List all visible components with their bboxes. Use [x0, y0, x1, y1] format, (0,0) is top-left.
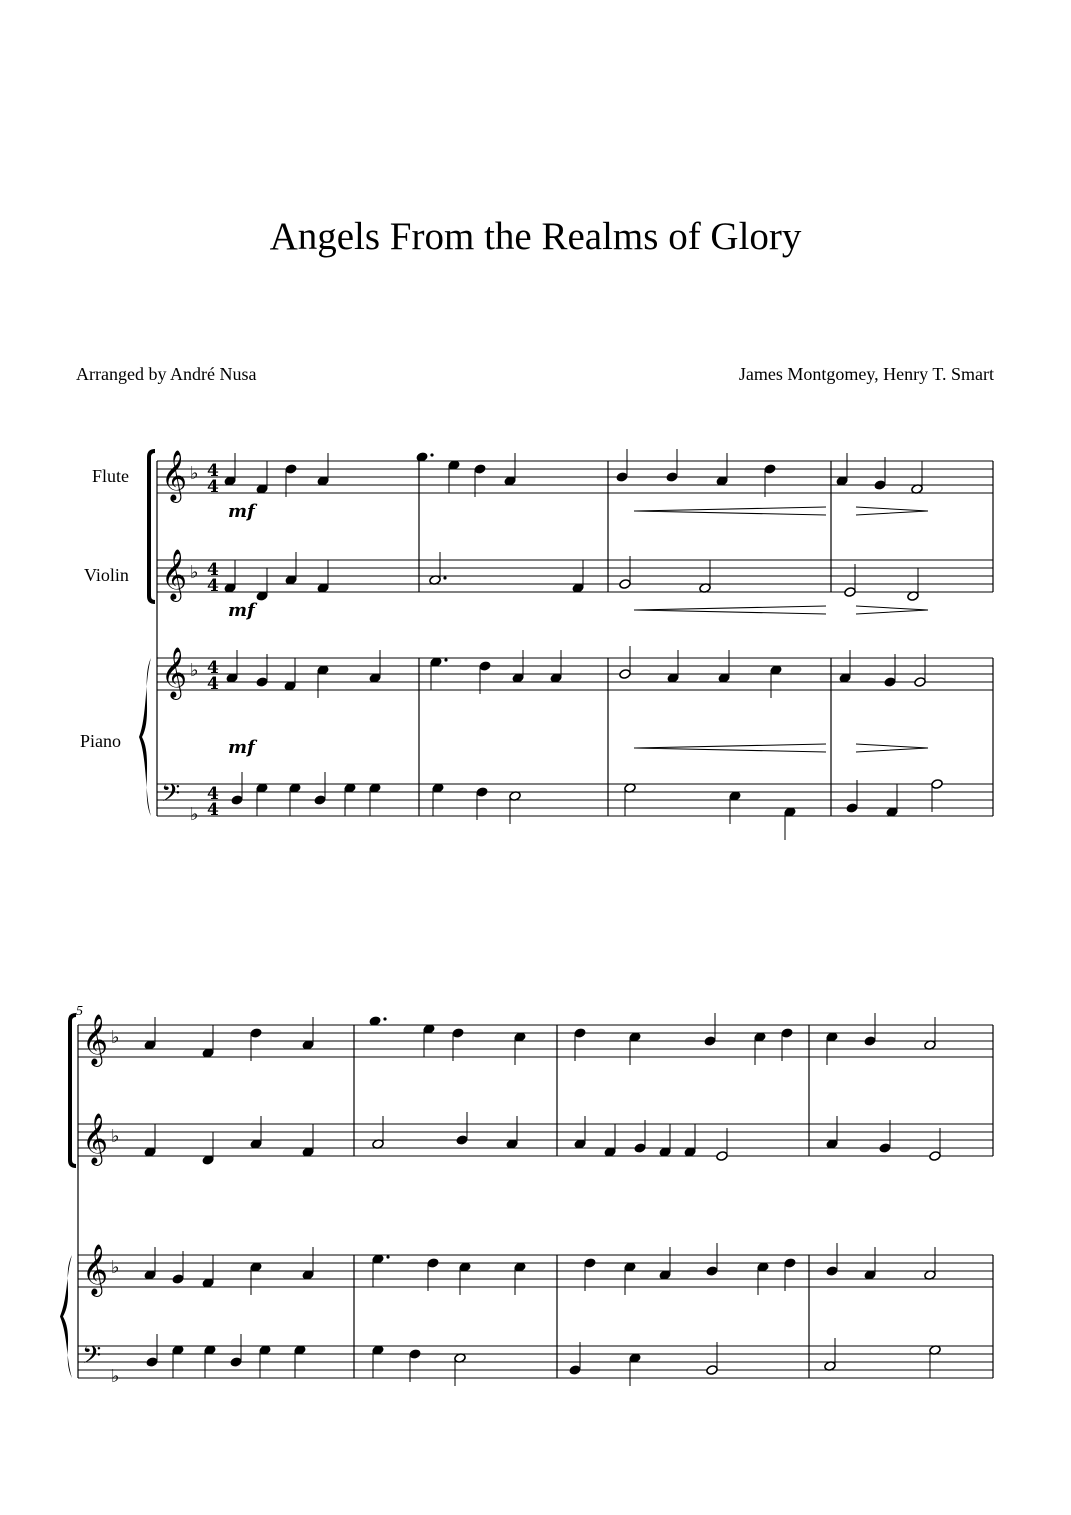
composer-credit: James Montgomey, Henry T. Smart	[738, 364, 994, 384]
treble-clef-icon: 𝄞	[161, 647, 188, 698]
dynamic-marking: mf	[228, 501, 255, 522]
crescendo-hairpin	[634, 606, 826, 614]
notehead	[826, 1266, 838, 1277]
notehead	[666, 472, 678, 483]
notehead	[474, 464, 486, 475]
decrescendo-hairpin	[856, 744, 928, 752]
notehead	[884, 677, 896, 688]
augmentation-dot	[444, 658, 447, 661]
notehead	[230, 1357, 242, 1368]
notehead	[250, 1028, 262, 1039]
dynamics	[228, 501, 258, 758]
notehead	[456, 1135, 468, 1146]
arranger-credit: Arranged by André Nusa	[76, 364, 257, 384]
notehead	[931, 779, 943, 790]
notehead	[844, 587, 856, 598]
flat-key-signature-icon: ♭	[111, 1257, 120, 1278]
flat-key-signature-icon: ♭	[111, 1126, 120, 1147]
notehead	[574, 1028, 586, 1039]
time-signature-numerator: 4	[207, 560, 219, 580]
treble-clef-icon: 𝄞	[82, 1113, 109, 1164]
ensemble-bracket	[70, 1015, 76, 1166]
notehead	[634, 1143, 646, 1154]
instrument-label-flute: Flute	[92, 466, 130, 486]
notehead	[452, 1028, 464, 1039]
notehead	[479, 661, 491, 672]
piano-brace	[60, 1255, 72, 1378]
notehead	[784, 1258, 796, 1269]
crescendo-hairpin	[634, 507, 826, 515]
dynamic-marking: mf	[228, 737, 255, 758]
flat-key-signature-icon: ♭	[111, 1366, 120, 1387]
notehead	[584, 1258, 596, 1269]
flat-key-signature-icon: ♭	[190, 463, 199, 484]
flat-key-signature-icon: ♭	[190, 660, 199, 681]
notehead	[716, 1151, 728, 1162]
notehead	[874, 480, 886, 491]
flat-key-signature-icon: ♭	[111, 1027, 120, 1048]
notehead	[427, 1258, 439, 1269]
notehead	[929, 1151, 941, 1162]
time-signatures	[207, 461, 219, 820]
ensemble-bracket	[149, 451, 155, 602]
notehead	[914, 677, 926, 688]
notehead	[706, 1365, 718, 1376]
staff-lines	[78, 461, 993, 1378]
instrument-label-violin: Violin	[84, 565, 129, 585]
flat-key-signature-icon: ♭	[190, 562, 199, 583]
bass-clef-icon: 𝄢	[161, 779, 181, 814]
notehead	[619, 579, 631, 590]
time-signature-denominator: 4	[207, 477, 219, 497]
notehead	[476, 787, 488, 798]
treble-clef-icon: 𝄞	[82, 1244, 109, 1295]
time-signature-denominator: 4	[207, 800, 219, 820]
decrescendo-hairpin	[856, 507, 928, 515]
barlines	[78, 461, 993, 1378]
time-signature-denominator: 4	[207, 674, 219, 694]
notehead	[879, 1143, 891, 1154]
notehead	[704, 1036, 716, 1047]
notehead	[285, 464, 297, 475]
notehead	[846, 803, 858, 814]
time-signature-numerator: 4	[207, 784, 219, 804]
treble-clef-icon: 𝄞	[161, 549, 188, 600]
notehead	[706, 1266, 718, 1277]
notehead	[146, 1357, 158, 1368]
augmentation-dot	[383, 1017, 386, 1020]
decrescendo-hairpin	[856, 606, 928, 614]
augmentation-dot	[443, 576, 446, 579]
augmentation-dot	[386, 1255, 389, 1258]
notehead	[256, 677, 268, 688]
notes	[144, 449, 943, 1386]
instrument-label-piano: Piano	[80, 731, 122, 751]
treble-clef-icon: 𝄞	[82, 1014, 109, 1065]
flat-key-signature-icon: ♭	[190, 804, 199, 825]
clefs	[82, 450, 187, 1376]
crescendo-hairpin	[634, 744, 826, 752]
system-brackets	[60, 451, 155, 1378]
notehead	[616, 472, 628, 483]
notehead	[619, 669, 631, 680]
measure-number: 5	[76, 1004, 83, 1019]
bass-clef-icon: 𝄢	[82, 1341, 102, 1376]
piano-brace	[139, 658, 151, 816]
notehead	[231, 795, 243, 806]
time-signature-numerator: 4	[207, 461, 219, 481]
notehead	[172, 1274, 184, 1285]
notehead	[409, 1349, 421, 1360]
notehead	[864, 1036, 876, 1047]
notehead	[314, 795, 326, 806]
hairpins	[634, 507, 928, 752]
time-signature-numerator: 4	[207, 658, 219, 678]
augmentation-dot	[430, 453, 433, 456]
score-title: Angels From the Realms of Glory	[269, 215, 802, 258]
dynamic-marking: mf	[228, 600, 255, 621]
treble-clef-icon: 𝄞	[161, 450, 188, 501]
notehead	[781, 1028, 793, 1039]
notehead	[764, 464, 776, 475]
time-signature-denominator: 4	[207, 576, 219, 596]
notehead	[569, 1365, 581, 1376]
